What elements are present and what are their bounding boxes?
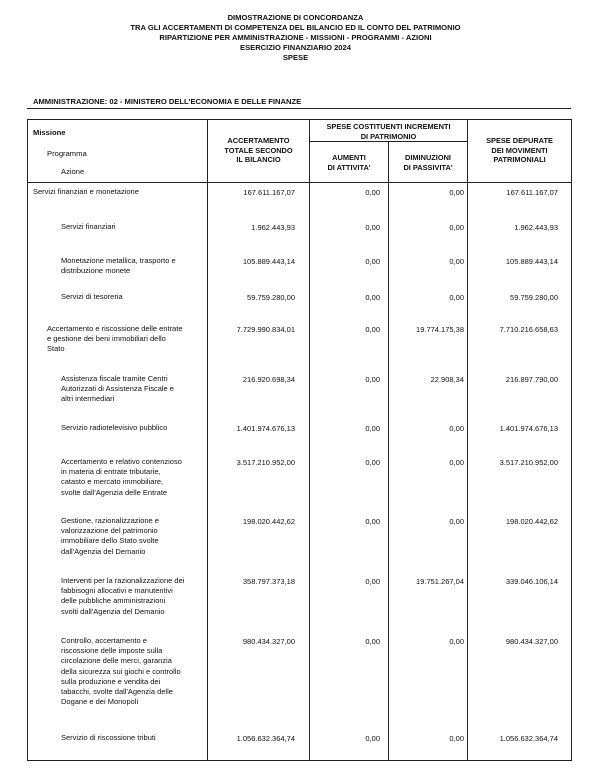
cell-diminuzioni: 0,00	[449, 223, 464, 232]
cell-aumenti: 0,00	[365, 188, 380, 197]
administration-rule	[27, 108, 571, 109]
col-border-4	[467, 119, 468, 760]
cell-diminuzioni: 0,00	[449, 424, 464, 433]
cell-spese-depurate: 3.517.210.952,00	[499, 458, 558, 467]
report-subtitle: TRA GLI ACCERTAMENTI DI COMPETENZA DEL BILANCIO ED IL CONTO DEL PATRIMONIO	[130, 23, 461, 32]
cell-accertamento: 1.401.974.676,13	[236, 424, 295, 433]
cell-aumenti: 0,00	[365, 424, 380, 433]
header-missione: Missione	[33, 128, 66, 137]
cell-spese-depurate: 59.759.280,00	[510, 293, 558, 302]
cell-diminuzioni: 0,00	[449, 458, 464, 467]
row-label-missione: Accertamento e riscossione delle entrate e gestione dei beni immobiliari dello Stato	[47, 324, 183, 354]
row-label-programma: Monetazione metallica, trasporto e distribuzione monete	[61, 256, 176, 276]
cell-aumenti: 0,00	[365, 517, 380, 526]
header-spese-costituenti: SPESE COSTITUENTI INCREMENTI DI PATRIMONIO	[326, 122, 451, 141]
table-top-border	[27, 119, 572, 120]
header-diminuzioni: DIMINUZIONI DI PASSIVITA'	[403, 153, 453, 172]
cell-spese-depurate: 339.046.106,14	[505, 577, 558, 586]
cell-spese-depurate: 216.897.790,00	[505, 375, 558, 384]
cell-accertamento: 3.517.210.952,00	[236, 458, 295, 467]
header-aumenti: AUMENTI DI ATTIVITA'	[327, 153, 371, 172]
cell-spese-depurate: 1.401.974.676,13	[499, 424, 558, 433]
col-border-right	[571, 119, 572, 760]
row-label-programma: Servizio di riscossione tributi	[61, 733, 156, 742]
cell-accertamento: 59.759.280,00	[247, 293, 295, 302]
row-label-programma: Controllo, accertamento e riscossione delle imposte sulla circolazione delle merci, garanzia della sicurezza sui giochi e controllo sulla produzione e vendita dei tabacchi, svolte dall'Agenzia delle Dogane e dei Monopoli	[61, 636, 181, 707]
cell-spese-depurate: 980.434.327,00	[505, 637, 558, 646]
cell-accertamento: 216.920.698,34	[242, 375, 295, 384]
header-azione: Azione	[61, 167, 85, 176]
row-label-programma: Gestione, razionalizzazione e valorizzazione del patrimonio immobiliare dello Stato svolte dall'Agenzia del Demanio	[61, 516, 159, 556]
section-label: SPESE	[282, 53, 309, 62]
row-label-programma: Interventi per la razionalizzazione dei fabbisogni allocativi e manutentivi delle pubbliche amministrazioni svolti dall'Agenzia del Demanio	[61, 576, 185, 616]
cell-diminuzioni: 0,00	[449, 188, 464, 197]
cell-diminuzioni: 0,00	[449, 257, 464, 266]
row-label-programma: Assistenza fiscale tramite Centri Autorizzati di Assistenza Fiscale e altri intermediari	[61, 374, 174, 404]
cell-accertamento: 167.611.167,07	[243, 188, 295, 197]
row-label-programma: Servizio radiotelevisivo pubblico	[61, 423, 168, 432]
cell-aumenti: 0,00	[365, 257, 380, 266]
cell-aumenti: 0,00	[365, 375, 380, 384]
cell-diminuzioni: 22.908,34	[430, 375, 464, 384]
cell-accertamento: 980.434.327,00	[242, 637, 295, 646]
col-border-3	[388, 141, 389, 760]
cell-aumenti: 0,00	[365, 223, 380, 232]
cell-aumenti: 0,00	[365, 577, 380, 586]
cell-diminuzioni: 0,00	[449, 637, 464, 646]
cell-accertamento: 358.797.373,18	[242, 577, 295, 586]
cell-spese-depurate: 7.710.216.658,63	[499, 325, 558, 334]
col-border-left	[27, 119, 28, 760]
cell-spese-depurate: 198.020.442,62	[505, 517, 558, 526]
administration-title: AMMINISTRAZIONE: 02 - MINISTERO DELL'ECONOMIA E DELLE FINANZE	[33, 97, 302, 106]
row-label-programma: Servizi finanziari	[61, 222, 116, 231]
cell-accertamento: 1.962.443,93	[251, 223, 295, 232]
row-label-missione: Servizi finanziari e monetazione	[33, 187, 139, 196]
cell-aumenti: 0,00	[365, 458, 380, 467]
cell-aumenti: 0,00	[365, 293, 380, 302]
cell-accertamento: 105.889.443,14	[242, 257, 295, 266]
row-label-programma: Accertamento e relativo contenzioso in materia di entrate tributarie, catasto e mercato immobiliare, svolte dall'Agenzia delle Entrate	[61, 457, 182, 497]
cell-aumenti: 0,00	[365, 325, 380, 334]
table-header-bottom	[27, 182, 572, 183]
header-spese-depurate: SPESE DEPURATE DEI MOVIMENTI PATRIMONIALI	[486, 136, 553, 165]
cell-diminuzioni: 19.774.175,38	[416, 325, 464, 334]
fiscal-year: ESERCIZIO FINANZIARIO 2024	[240, 43, 351, 52]
cell-spese-depurate: 105.889.443,14	[505, 257, 558, 266]
header-programma: Programma	[47, 149, 87, 158]
cell-aumenti: 0,00	[365, 637, 380, 646]
cell-diminuzioni: 19.751.267,04	[416, 577, 464, 586]
header-accertamento: ACCERTAMENTO TOTALE SECONDO IL BILANCIO	[224, 136, 293, 165]
cell-diminuzioni: 0,00	[449, 734, 464, 743]
cell-spese-depurate: 1.056.632.364,74	[499, 734, 558, 743]
report-breakdown: RIPARTIZIONE PER AMMINISTRAZIONE - MISSIONI - PROGRAMMI - AZIONI	[159, 33, 432, 42]
row-label-programma: Servizi di tesoreria	[61, 292, 123, 301]
cell-accertamento: 7.729.990.834,01	[236, 325, 295, 334]
cell-diminuzioni: 0,00	[449, 293, 464, 302]
cell-spese-depurate: 167.611.167,07	[506, 188, 558, 197]
cell-accertamento: 198.020.442,62	[242, 517, 295, 526]
cell-diminuzioni: 0,00	[449, 517, 464, 526]
table-bottom-border	[27, 760, 572, 761]
cell-accertamento: 1.056.632.364,74	[236, 734, 295, 743]
cell-spese-depurate: 1.962.443,93	[514, 223, 558, 232]
col-border-2	[309, 119, 310, 760]
cell-aumenti: 0,00	[365, 734, 380, 743]
report-title: DIMOSTRAZIONE DI CONCORDANZA	[227, 13, 364, 22]
